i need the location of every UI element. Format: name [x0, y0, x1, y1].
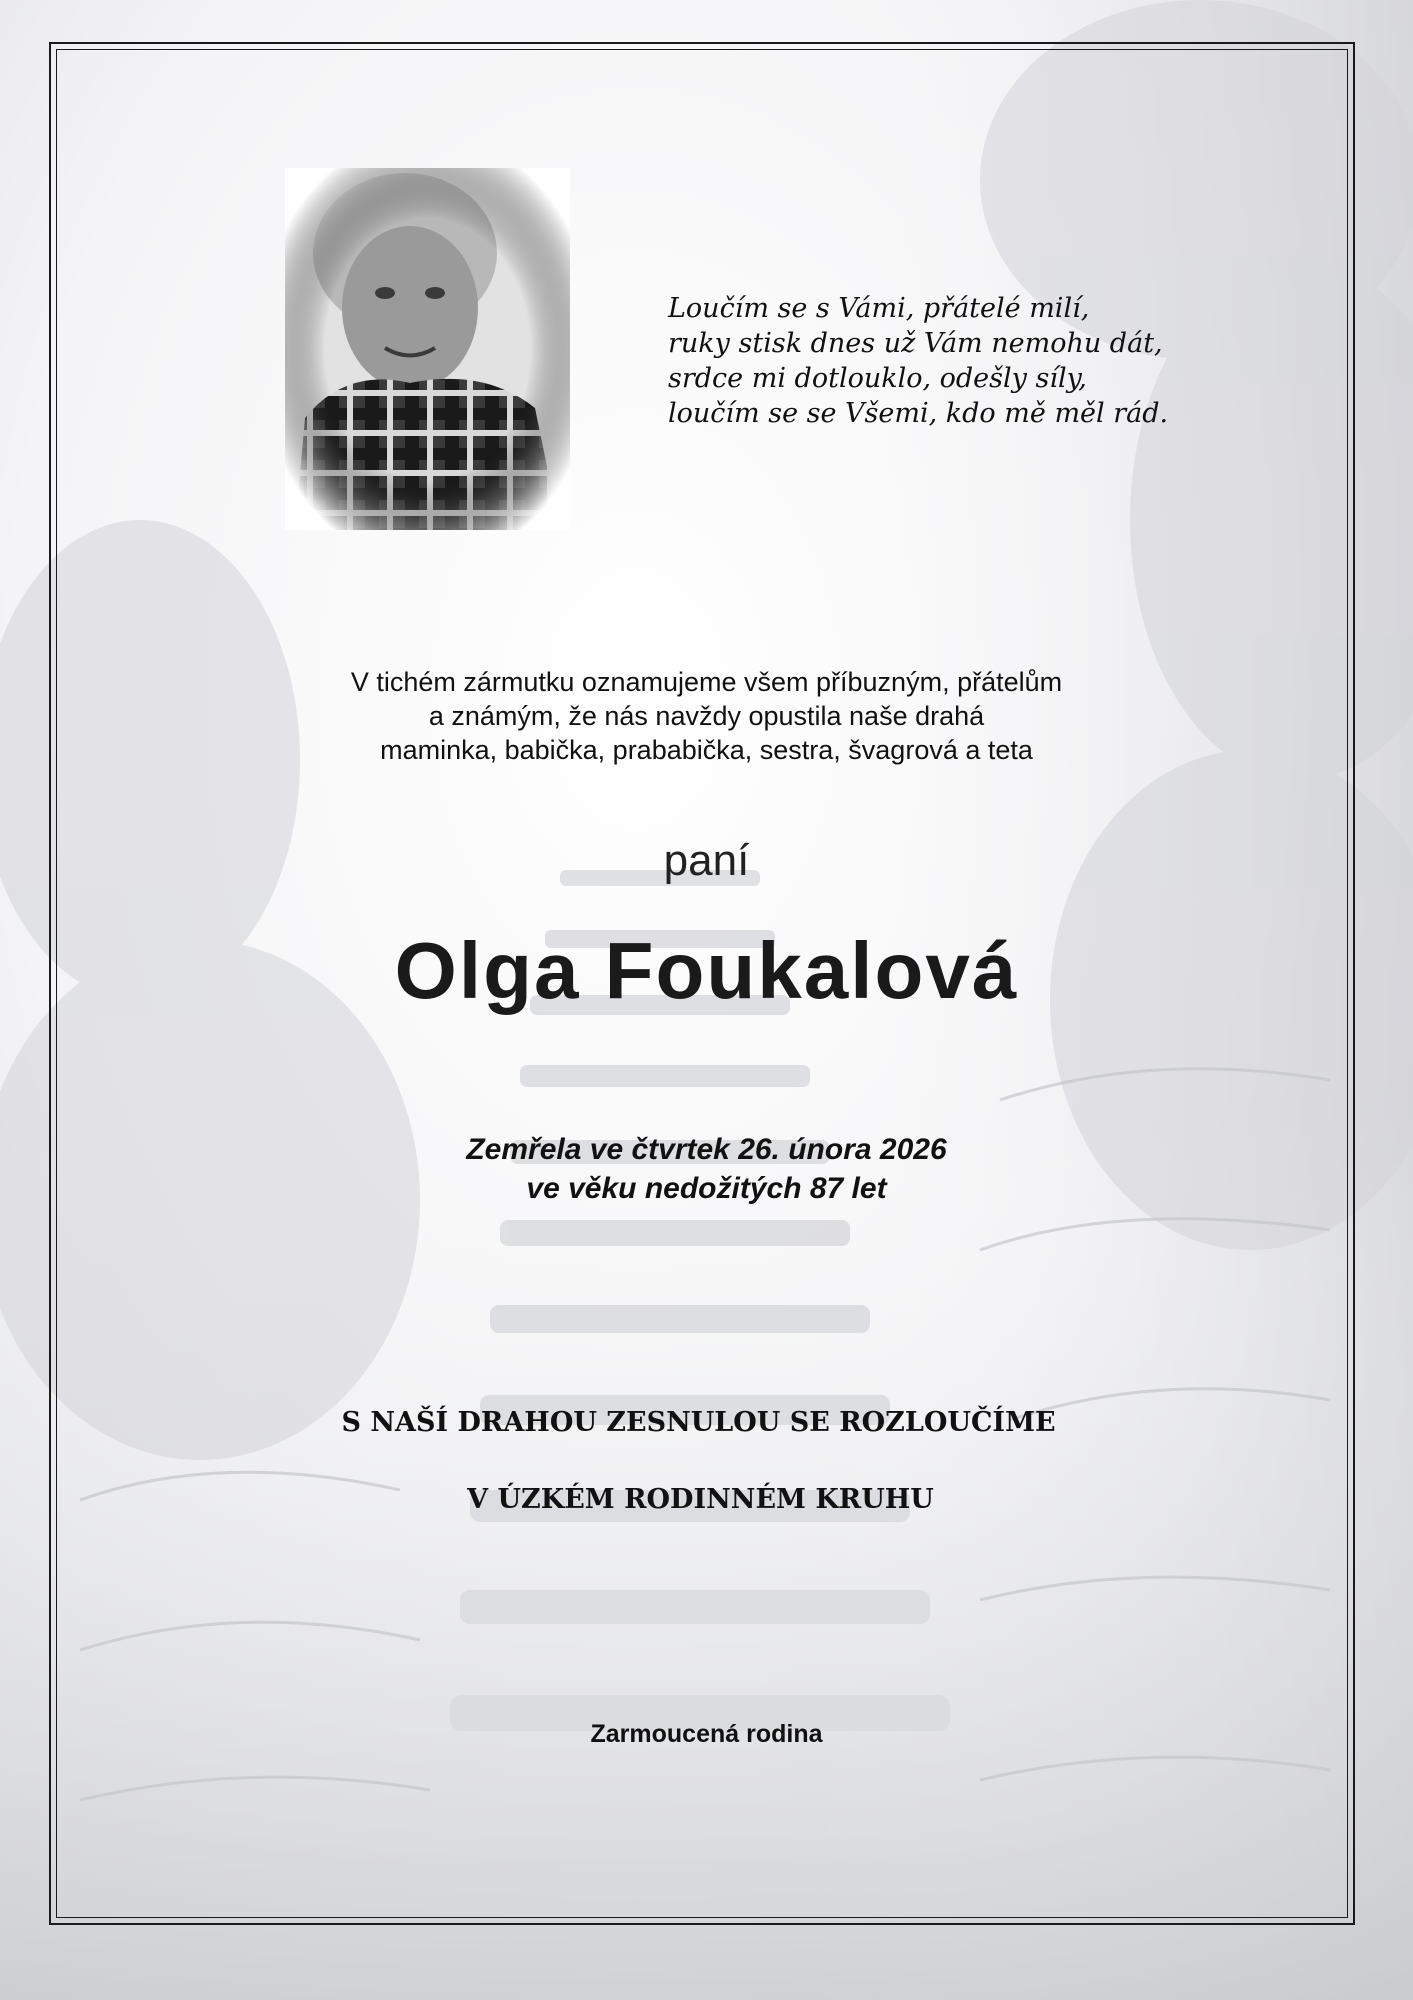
announcement-line: V tichém zármutku oznamujeme všem příbuzným, přátelům [350, 667, 1063, 697]
announcement-line: a známým, že nás navždy opustila naše drahá [428, 701, 985, 731]
poem-line: ruky stisk dnes už Vám nemohu dát, [668, 328, 1163, 359]
death-info [0, 1130, 1413, 1208]
deceased-portrait-photo [285, 168, 570, 530]
poem-line: loučím se se Všemi, kdo mě měl rád. [668, 398, 1169, 429]
announcement-text [0, 665, 1413, 767]
poem-line: srdce mi dotlouklo, odešly síly, [668, 363, 1087, 394]
honorific: paní [663, 836, 750, 885]
deceased-name: Olga Foukalová [394, 926, 1019, 1015]
announcement-line: maminka, babička, prababička, sestra, švagrová a teta [380, 735, 1033, 765]
farewell-notice-line-1: S NAŠÍ DRAHOU ZESNULOU SE ROZLOUČÍME [341, 1407, 1056, 1438]
farewell-notice-line-2: V ÚZKÉM RODINNÉM KRUHU [467, 1484, 934, 1515]
death-date: Zemřela ve čtvrtek 26. února 2026 [466, 1133, 947, 1166]
death-age: ve věku nedožitých 87 let [526, 1172, 887, 1205]
poem-line: Loučím se s Vámi, přátelé milí, [668, 293, 1090, 324]
farewell-poem [668, 291, 1188, 431]
family-signature: Zarmoucená rodina [590, 1720, 823, 1748]
